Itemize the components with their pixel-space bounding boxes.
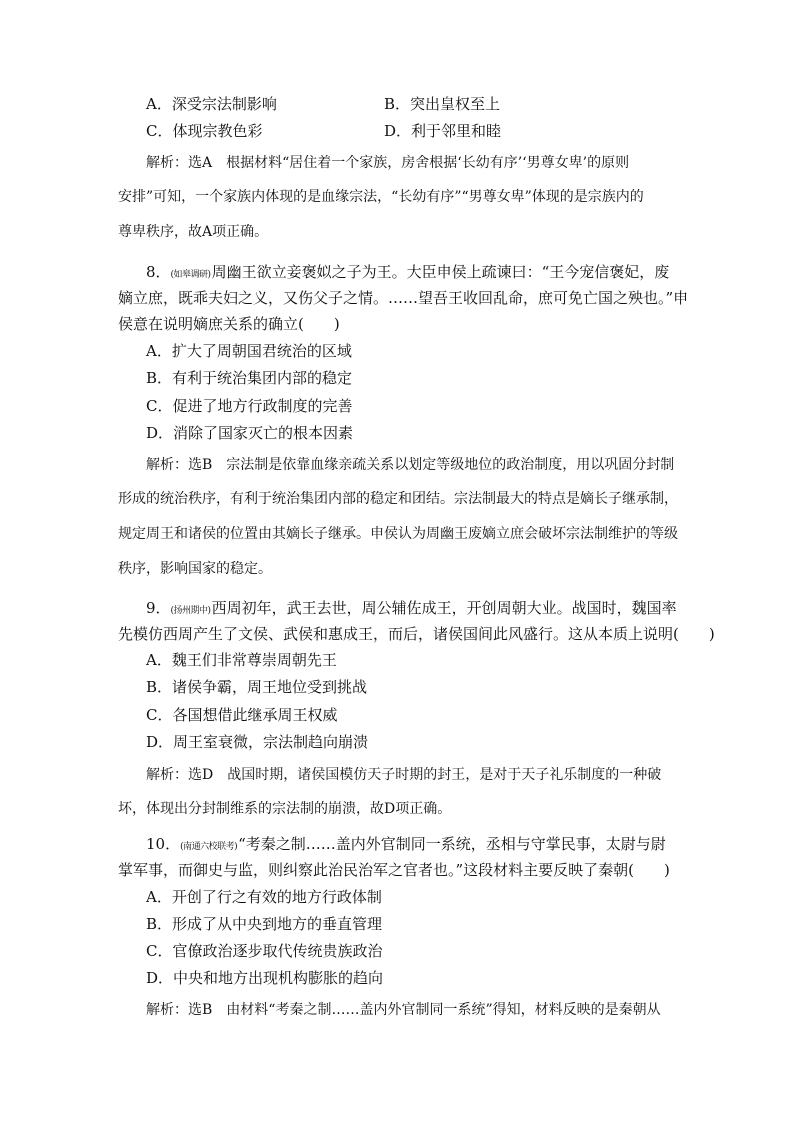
q8-stem-line-3: 侯意在说明嫡庶关系的确立( ) xyxy=(118,315,340,333)
q7-option-c: C．体现宗教色彩 xyxy=(146,122,263,140)
q8-option-c: C．促进了地方行政制度的完善 xyxy=(146,397,353,415)
q10-stem-line-2: 掌军事，而御史与监，则纠察此治民治军之官者也。”这段材料主要反映了秦朝( ) xyxy=(118,861,670,879)
q8-analysis-line-4: 秩序，影响国家的稳定。 xyxy=(118,561,272,577)
q9-source-tag: (扬州期中) xyxy=(170,606,211,616)
q9-option-b: B．诸侯争霸，周王地位受到挑战 xyxy=(146,678,368,696)
q8-analysis-line-1: 解析：选B 宗法制是依靠血缘亲疏关系以划定等级地位的政治制度，用以巩固分封制 xyxy=(146,457,675,473)
q9-option-c: C．各国想借此继承周王权威 xyxy=(146,706,338,724)
q10-option-a: A．开创了行之有效的地方行政体制 xyxy=(146,888,382,906)
q10-source-tag: (南通六校联考) xyxy=(180,842,238,852)
q9-option-d: D．周王室衰微，宗法制趋向崩溃 xyxy=(146,733,369,751)
q9-stem-text: 西周初年，武王去世，周公辅佐成王，开创周朝大业。战国时，魏国率 xyxy=(211,599,677,617)
q9-analysis-line-1: 解析：选D 战国时期，诸侯国模仿天子时期的封王，是对于天子礼乐制度的一种破 xyxy=(146,767,662,783)
q8-source-tag: (如皋调研) xyxy=(170,270,211,280)
q8-analysis-line-2: 形成的统治秩序，有利于统治集团内部的稳定和团结。宗法制最大的特点是嫡长子继承制， xyxy=(118,491,678,507)
q8-option-b: B．有利于统治集团内部的稳定 xyxy=(146,369,353,387)
q7-analysis-line-2: 安排”可知，一个家族内体现的是血缘宗法，“长幼有序”“男尊女卑”体现的是宗族内的 xyxy=(118,189,644,205)
q9-stem-line-2: 先模仿西周产生了文侯、武侯和惠成王，而后，诸侯国间此风盛行。这从本质上说明( ) xyxy=(118,625,715,643)
q9-number: 9． xyxy=(146,599,171,617)
q10-option-b: B．形成了从中央到地方的垂直管理 xyxy=(146,915,383,933)
q8-stem-line-2: 嫡立庶，既乖夫妇之义，又伤父子之情。……望吾王收回乱命，庶可免亡国之殃也。”申 xyxy=(118,289,689,307)
q10-option-d: D．中央和地方出现机构膨胀的趋向 xyxy=(146,969,384,987)
q10-number: 10． xyxy=(146,835,181,853)
q9-option-a: A．魏王们非常尊崇周朝先王 xyxy=(146,651,337,669)
q7-option-b: B．突出皇权至上 xyxy=(384,95,501,113)
q7-analysis-line-3: 尊卑秩序，故A项正确。 xyxy=(118,224,269,240)
q7-option-d: D．利于邻里和睦 xyxy=(384,122,502,140)
q10-stem-text: “考秦之制……盖内外官制同一系统，丞相与守掌民事，太尉与尉 xyxy=(238,835,666,853)
q9-analysis-line-2: 坏，体现出分封制维系的宗法制的崩溃，故D项正确。 xyxy=(118,801,452,817)
q9-stem-line-1 xyxy=(146,598,677,621)
q8-stem-text: 周幽王欲立妾褒姒之子为王。大臣申侯上疏谏曰：“王今宠信褒妃，废 xyxy=(211,263,670,281)
q8-number: 8． xyxy=(146,263,171,281)
q10-stem-line-1 xyxy=(146,834,666,857)
q10-analysis-line-1: 解析：选B 由材料“考秦之制……盖内外官制同一系统”得知，材料反映的是秦朝从 xyxy=(146,1002,661,1018)
q10-option-c: C．官僚政治逐步取代传统贵族政治 xyxy=(146,942,383,960)
q8-stem-line-1 xyxy=(146,262,669,285)
q8-option-d: D．消除了国家灭亡的根本因素 xyxy=(146,424,354,442)
q8-option-a: A．扩大了周朝国君统治的区域 xyxy=(146,342,352,360)
q7-analysis-line-1: 解析：选A 根据材料“居住着一个家族，房舍根据‘长幼有序’‘男尊女卑’的原则 xyxy=(146,155,630,171)
q8-analysis-line-3: 规定周王和诸侯的位置由其嫡长子继承。申侯认为周幽王废嫡立庶会破坏宗法制维护的等级 xyxy=(118,526,678,542)
q7-option-a: A．深受宗法制影响 xyxy=(146,95,277,113)
